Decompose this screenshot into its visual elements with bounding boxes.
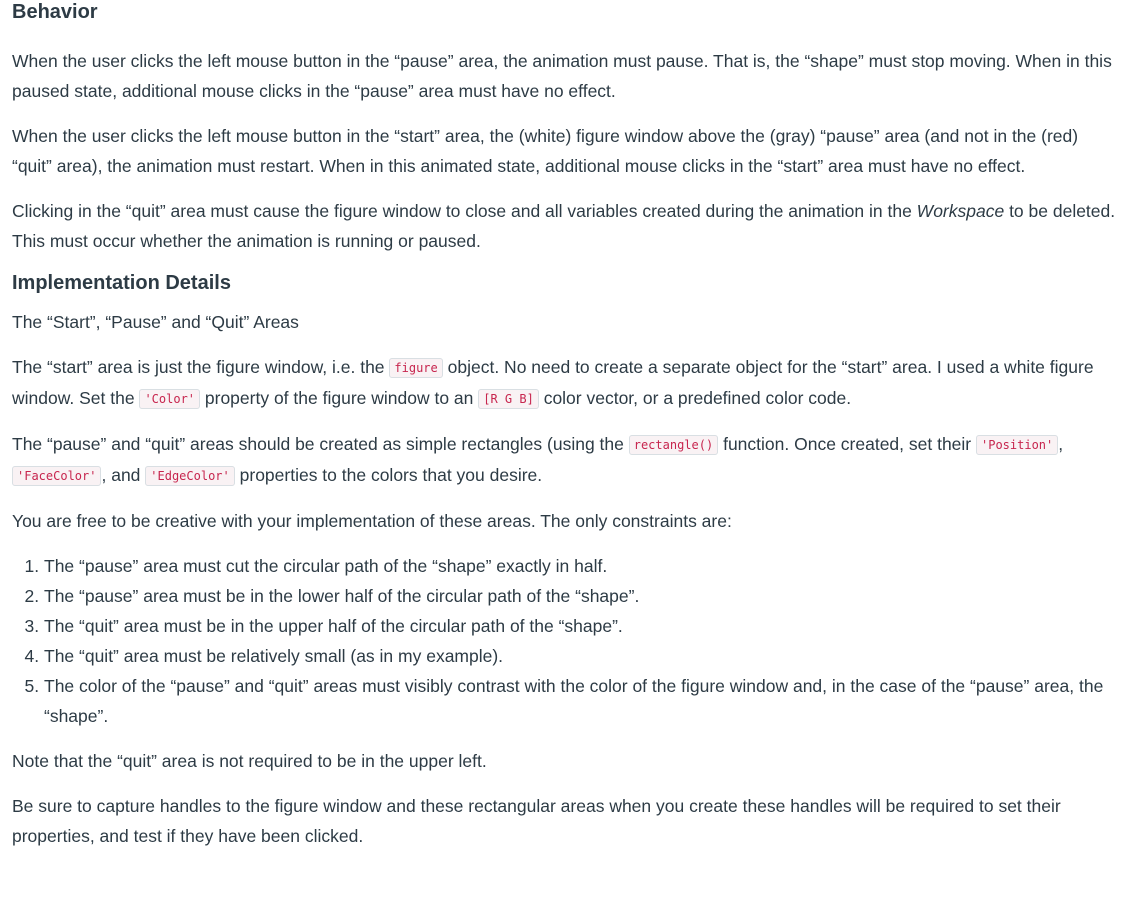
code-edgecolor: 'EdgeColor' xyxy=(145,466,234,486)
start-text-part2: object. No need to create a separate object for the “start” area. I used a white figure window. Set the xyxy=(12,357,1094,408)
constraints-intro: You are free to be creative with your implementation of these areas. The only constraints are: xyxy=(12,511,732,531)
list-item: 1. The “pause” area must cut the circular path of the “shape” exactly in half. xyxy=(44,551,1122,581)
rect-text-part5: properties to the colors that you desire. xyxy=(234,465,543,485)
rect-text-part1: The “pause” and “quit” areas should be created as simple rectangles (using the xyxy=(12,434,629,454)
behavior-paragraph-quit xyxy=(12,196,1122,256)
quit-text-part1: Clicking in the “quit” area must cause the figure window to close and all variables created during the animation in the xyxy=(12,201,917,221)
behavior-heading: Behavior xyxy=(12,1,98,23)
start-text-part1: The “start” area is just the figure window, i.e. the xyxy=(12,357,390,377)
start-text-part3: property of the figure window to an xyxy=(200,388,479,408)
rect-text-part3: , xyxy=(1058,434,1064,454)
handles-paragraph: Be sure to capture handles to the figure window and these rectangular areas when you create these handles will be required to set their properties, and test if they have been clicked. xyxy=(12,796,1061,846)
rect-text-part4: , and xyxy=(101,465,146,485)
start-area-paragraph xyxy=(12,352,1122,414)
code-rgb: [R G B] xyxy=(478,389,539,409)
list-item: 2. The “pause” area must be in the lower half of the circular path of the “shape”. xyxy=(44,581,1122,611)
behavior-paragraph-pause: When the user clicks the left mouse button in the “pause” area, the animation must pause. That is, the “shape” must stop moving. When in this paused state, additional mouse clicks in the “pause” area must have no effect. xyxy=(12,51,1112,101)
workspace-emphasis: Workspace xyxy=(916,201,1005,221)
list-item: 5. The color of the “pause” and “quit” areas must visibly contrast with the color of the figure window and, in the case of the “pause” area, the “shape”. xyxy=(44,671,1122,731)
rect-text-part2: function. Once created, set their xyxy=(718,434,976,454)
areas-subheading: The “Start”, “Pause” and “Quit” Areas xyxy=(12,312,299,332)
list-item: 3. The “quit” area must be in the upper half of the circular path of the “shape”. xyxy=(44,611,1122,641)
behavior-paragraph-start: When the user clicks the left mouse button in the “start” area, the (white) figure window above the (gray) “pause” area (and not in the (red) “quit” area), the animation must restart. When in this animated state, additional mouse clicks in the “start” area must have no effect. xyxy=(12,126,1079,176)
quit-location-note: Note that the “quit” area is not required to be in the upper left. xyxy=(12,751,487,771)
rectangles-paragraph xyxy=(12,429,1122,491)
quit-text-part2: to be deleted. This must occur whether the animation is running or paused. xyxy=(12,201,1116,251)
constraints-list xyxy=(12,551,1122,731)
code-color: 'Color' xyxy=(139,389,200,409)
list-item: 4. The “quit” area must be relatively small (as in my example). xyxy=(44,641,1122,671)
code-figure: figure xyxy=(389,358,442,378)
code-position: 'Position' xyxy=(976,435,1058,455)
code-rectangle: rectangle() xyxy=(629,435,718,455)
implementation-heading: Implementation Details xyxy=(12,272,231,294)
code-facecolor: 'FaceColor' xyxy=(12,466,101,486)
start-text-part4: color vector, or a predefined color code. xyxy=(538,388,852,408)
